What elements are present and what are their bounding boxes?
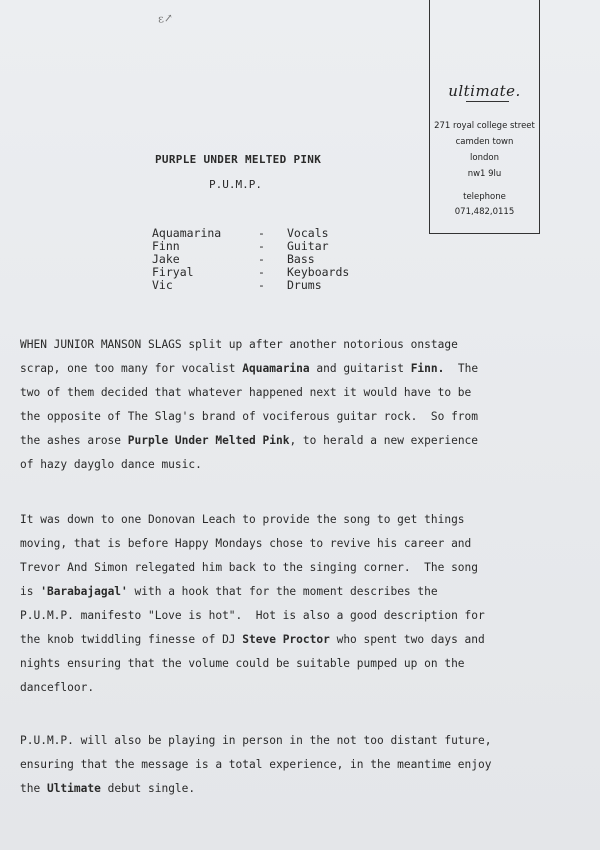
emphasized-text: Finn. [410, 362, 445, 375]
text-segment: debut single. [100, 782, 196, 795]
text-line [20, 604, 585, 628]
address-line: london [470, 153, 499, 163]
text-segment: WHEN JUNIOR MANSON SLAGS split up after another notorious onstage [20, 338, 458, 351]
separator-dash: - [258, 226, 265, 240]
band-lineup [152, 227, 412, 292]
member-name: Vic [152, 278, 173, 292]
member-name: Firyal [152, 265, 194, 279]
lineup-row [152, 240, 412, 253]
emphasized-text: 'Barabajagal' [40, 585, 128, 598]
text-segment: , to herald a new experience [289, 434, 479, 447]
text-segment: the opposite of The Slag's brand of vociferous guitar rock. So from [20, 410, 479, 423]
member-role: Vocals [287, 226, 329, 240]
text-line [20, 381, 585, 405]
text-segment: moving, that is before Happy Mondays chose to revive his career and [20, 537, 472, 550]
separator-dash: - [258, 252, 265, 266]
address-line: nw1 9lu [467, 169, 502, 179]
text-segment: It was down to one Donovan Leach to provide the song to get things [20, 513, 465, 526]
text-line [20, 753, 585, 777]
text-segment: and guitarist [309, 362, 411, 375]
separator-dash: - [258, 239, 265, 253]
body-paragraph [20, 333, 585, 477]
page-subtitle: P.U.M.P. [209, 178, 262, 191]
text-line [20, 652, 585, 676]
member-name: Finn [152, 239, 180, 253]
member-role: Drums [287, 278, 322, 292]
text-segment: with a hook that for the moment describes the [127, 585, 438, 598]
text-segment: two of them decided that whatever happened next it would have to be [20, 386, 472, 399]
text-line [20, 628, 585, 652]
text-segment: P.U.M.P. will also be playing in person in the not too distant future, [20, 734, 492, 747]
telephone-label: telephone [463, 192, 506, 202]
text-segment: P.U.M.P. manifesto "Love is hot". Hot is also a good description for [20, 609, 485, 622]
member-name: Jake [152, 252, 180, 266]
text-segment: dancefloor. [20, 681, 95, 694]
member-role: Keyboards [287, 265, 350, 279]
text-segment: ensuring that the message is a total experience, in the meantime enjoy [20, 758, 492, 771]
text-segment: The [444, 362, 479, 375]
text-segment: the ashes arose [20, 434, 128, 447]
lineup-row [152, 266, 412, 279]
text-segment: is [20, 585, 41, 598]
emphasized-text: Aquamarina [242, 362, 310, 375]
text-line [20, 405, 585, 429]
body-paragraph [20, 508, 585, 700]
emphasized-text: Ultimate [46, 782, 101, 795]
lineup-row [152, 279, 412, 292]
text-segment: nights ensuring that the volume could be suitable pumped up on the [20, 657, 465, 670]
text-segment: of hazy dayglo dance music. [20, 458, 202, 471]
text-line [20, 508, 585, 532]
separator-dash: - [258, 265, 265, 279]
text-segment: who spent two days and [329, 633, 485, 646]
text-line [20, 556, 585, 580]
lineup-row [152, 227, 412, 240]
text-segment: Trevor And Simon relegated him back to the singing corner. The song [20, 561, 479, 574]
member-role: Bass [287, 252, 315, 266]
telephone-number: 071,482,0115 [454, 207, 515, 217]
text-line [20, 532, 585, 556]
ultimate-logo: ultimate. [430, 82, 539, 100]
member-role: Guitar [287, 239, 329, 253]
text-line [20, 429, 585, 453]
text-line [20, 453, 585, 477]
text-line [20, 333, 585, 357]
body-paragraph [20, 729, 585, 801]
text-line [20, 580, 585, 604]
page-title: PURPLE UNDER MELTED PINK [155, 153, 322, 166]
emphasized-text: Steve Proctor [242, 633, 330, 646]
member-name: Aquamarina [152, 226, 222, 240]
text-segment: the [20, 782, 47, 795]
text-line [20, 676, 585, 700]
text-line [20, 729, 585, 753]
emphasized-text: Purple Under Melted Pink [127, 434, 290, 447]
text-segment: the knob twiddling finesse of DJ [20, 633, 243, 646]
separator-dash: - [258, 278, 265, 292]
text-line [20, 777, 585, 801]
handwritten-mark: ɛ↗ [157, 11, 174, 26]
letterhead-box [429, 0, 540, 234]
text-segment: scrap, one too many for vocalist [20, 362, 243, 375]
text-line [20, 357, 585, 381]
address-line: 271 royal college street [434, 121, 535, 131]
address-line: camden town [455, 137, 514, 147]
